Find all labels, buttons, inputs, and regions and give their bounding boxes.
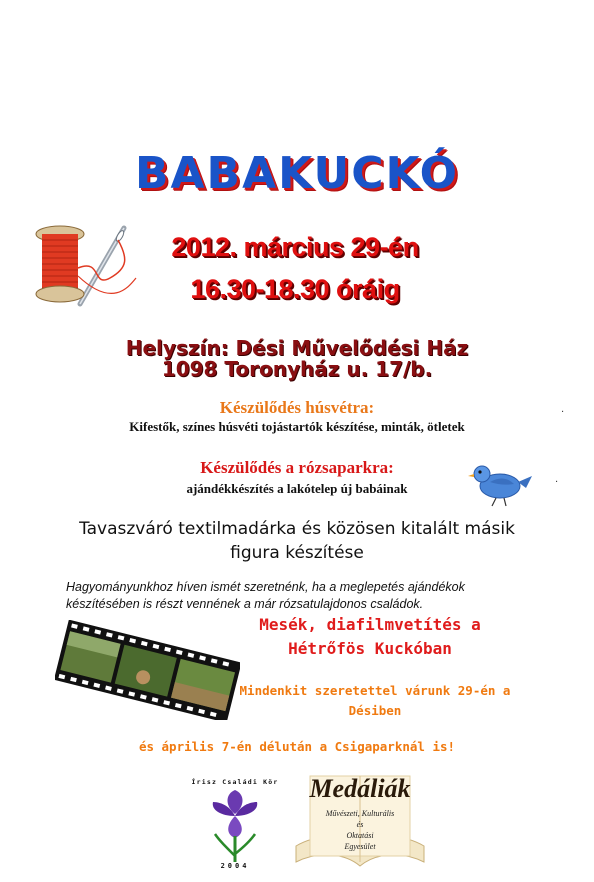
section-rosepark-heading: Készülődés a rózsaparkra: [200,458,394,477]
iris-logo-year: 2004 [220,862,250,870]
medaliak-sub-line2: és [356,820,364,829]
venue-name: Helyszín: Dési Művelődési Ház [125,336,469,360]
event-time: 16.30-18.30 óráig [190,274,400,304]
story-line2: Hétrőfös Kuckóban [288,639,452,658]
section-easter-text: Kifestők, színes húsvéti tojástartók készítése, minták, ötletek [129,419,465,434]
medaliak-title: Medáliák [309,774,411,803]
tradition-line2: készítésében is részt vennének a már rózsatulajdonos családok. [66,597,424,611]
invite-line2: Désiben [348,703,402,718]
section-easter-heading: Készülődés húsvétra: [219,398,375,417]
venue-address: 1098 Toronyház u. 17/b. [161,357,433,381]
iris-flower-icon [185,776,285,876]
event-date: 2012. március 29-én [171,232,419,262]
stray-dot: . [561,404,565,415]
iris-family-circle-logo [185,776,285,876]
iris-logo-text: Írisz Családi Kör [191,778,279,786]
textile-bird-line2: figura készítése [230,543,364,563]
blue-bird-icon [468,460,532,508]
medaliak-sub-line3: Oktatási [346,831,374,840]
medaliak-association-logo [290,746,430,876]
medaliak-sub-line1: Művészeti, Kulturális [325,809,395,818]
tradition-line1: Hagyományunkhoz híven ismét szeretnénk, ha a meglepetés ajándékok [66,580,465,594]
story-line1: Mesék, diafilmvetítés a [259,615,481,634]
thread-spool-needle-icon [32,218,142,308]
invite-line1: Mindenkit szeretettel várunk 29-én a [239,683,511,698]
flyer-title: BABAKUCKÓ [134,148,460,199]
textile-bird-line1: Tavaszváró textilmadárka és közösen kitalált másik [79,519,515,539]
medaliak-sub-line4: Egyesület [344,842,376,851]
april-line: és április 7-én délután a Csigaparknál is! [138,739,456,754]
stray-dot: . [555,474,559,485]
section-rosepark-text: ajándékkészítés a lakótelep új babáinak [186,481,408,496]
medaliak-subtitle [290,808,430,852]
